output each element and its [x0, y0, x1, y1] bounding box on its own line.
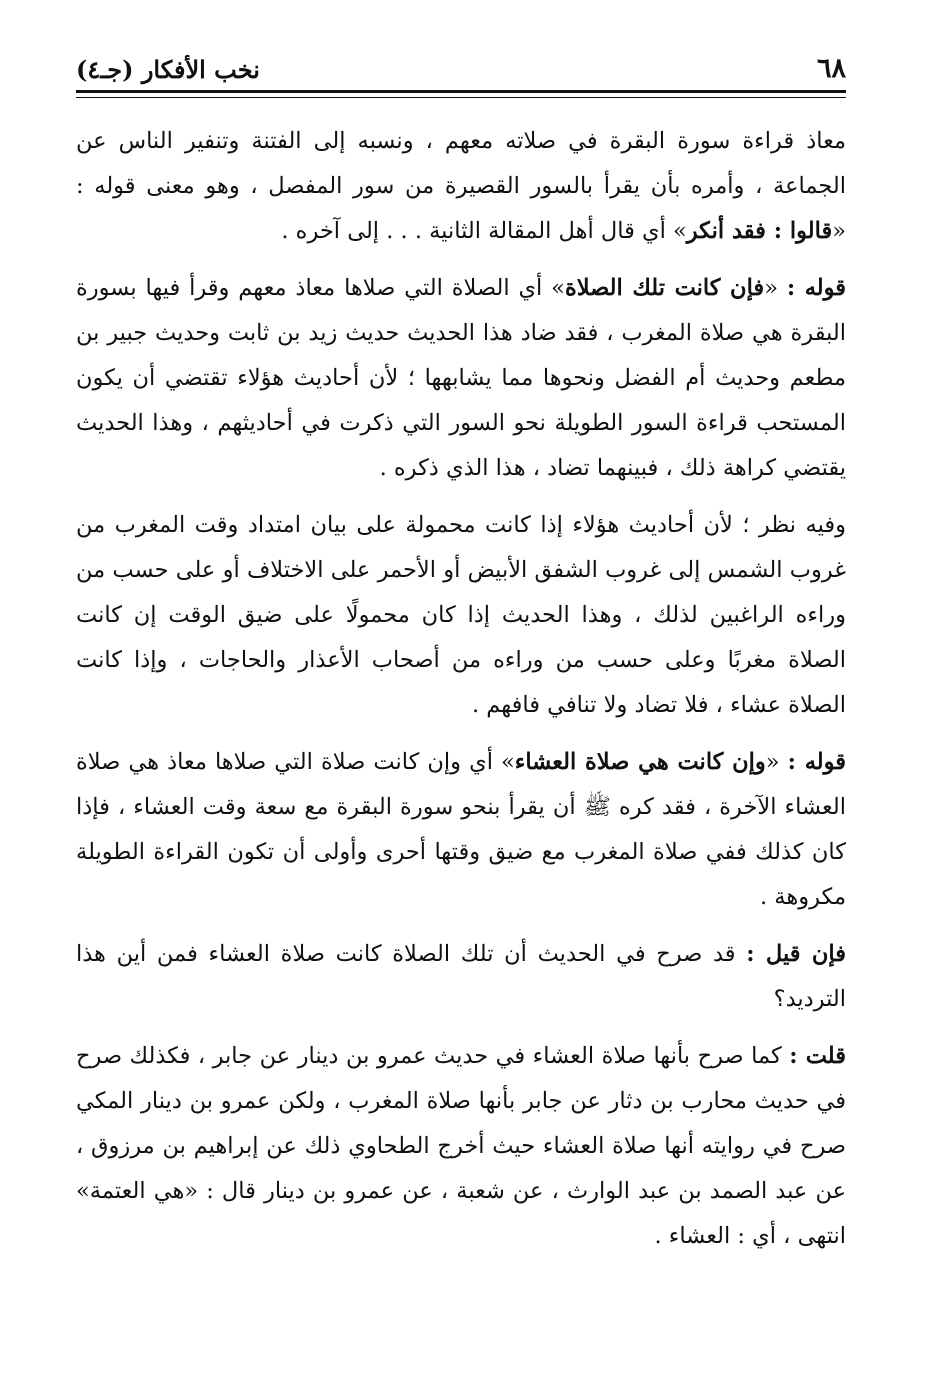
- page-header: [76, 40, 846, 93]
- paragraph-text: » أي قال أهل المقالة الثانية . . . إلى آخره .: [281, 218, 687, 244]
- book-page: [76, 40, 846, 1340]
- paragraph-lead: فإن قيل :: [746, 941, 847, 967]
- paragraph-lead: قوله :: [787, 749, 846, 775]
- paragraph-2: [76, 266, 846, 491]
- paragraph-5: [76, 932, 846, 1022]
- paragraph-3: [76, 503, 846, 728]
- paragraph-text: وفيه نظر ؛ لأن أحاديث هؤلاء إذا كانت محمولة على بيان امتداد وقت المغرب من غروب الشمس إلى غروب الشفق الأبيض أو الأحمر على الاختلاف أو على حسب من وراءه الراغبين لذلك ، وهذا الحديث إذا كان محمولًا على ضيق الوقت إن كانت الصلاة مغربًا وعلى حسب من وراءه من أصحاب الأعذار والحاجات ، وإذا كانت الصلاة عشاء ، فلا تضاد ولا تنافي فافهم .: [76, 512, 846, 718]
- paragraph-text: معاذ قراءة سورة البقرة في صلاته معهم ، ونسبه إلى الفتنة وتنفير الناس عن الجماعة ، وأمره بأن يقرأ بالسور القصيرة من سور المفصل ، وهو معنى قوله : «: [76, 128, 846, 244]
- paragraph-text: » أي الصلاة التي صلاها معاذ معهم وقرأ فيها بسورة البقرة هي صلاة المغرب ، فقد ضاد هذا الحديث حديث زيد بن ثابت وحديث جبير بن مطعم وحديث أم الفضل ونحوها مما يشابهها ؛ لأن أحاديث هؤلاء تقتضي أن يكون المستحب قراءة السور الطويلة نحو السور التي ذكرت في أحاديثهم ، وهذا الحديث يقتضي كراهة ذلك ، فبينهما تضاد ، هذا الذي ذكره .: [76, 275, 846, 481]
- paragraph-4: [76, 740, 846, 920]
- page-number: ٦٨: [816, 53, 846, 84]
- paragraph-text: كما صرح بأنها صلاة العشاء في حديث عمرو بن دينار عن جابر ، فكذلك صرح في حديث محارب بن دثار عن جابر بأنها صلاة المغرب ، ولكن عمرو بن دينار المكي صرح في روايته أنها صلاة العشاء حيث أخرج الطحاوي ذلك عن إبراهيم بن مرزوق ، عن عبد الصمد بن عبد الوارث ، عن شعبة ، عن عمرو بن دينار قال : «هي العتمة» انتهى ، أي : العشاء .: [76, 1043, 846, 1249]
- paragraph-text: قد صرح في الحديث أن تلك الصلاة كانت صلاة العشاء فمن أين هذا الترديد؟: [76, 941, 846, 1012]
- paragraph-1: [76, 119, 846, 254]
- paragraph-text: «: [764, 275, 787, 301]
- paragraph-6: [76, 1034, 846, 1259]
- quoted-phrase: وإن كانت هي صلاة العشاء: [514, 749, 766, 775]
- paragraph-lead: قوله :: [786, 275, 847, 301]
- paragraph-text: » أي وإن كانت صلاة التي صلاها معاذ هي صلاة العشاء الآخرة ، فقد كره ﷺ أن يقرأ بنحو سورة البقرة مع سعة وقت العشاء ، فإذا كان كذلك ففي صلاة المغرب مع ضيق وقتها أحرى وأولى أن تكون القراءة الطويلة مكروهة .: [76, 749, 846, 910]
- paragraph-text: «: [765, 749, 788, 775]
- paragraph-lead: قلت :: [789, 1043, 846, 1069]
- running-title: نخب الأفكار (جـ٤): [76, 55, 260, 84]
- page-body: [76, 119, 846, 1259]
- quoted-phrase: قالوا : فقد أنكر: [686, 218, 833, 244]
- quoted-phrase: فإن كانت تلك الصلاة: [564, 275, 765, 301]
